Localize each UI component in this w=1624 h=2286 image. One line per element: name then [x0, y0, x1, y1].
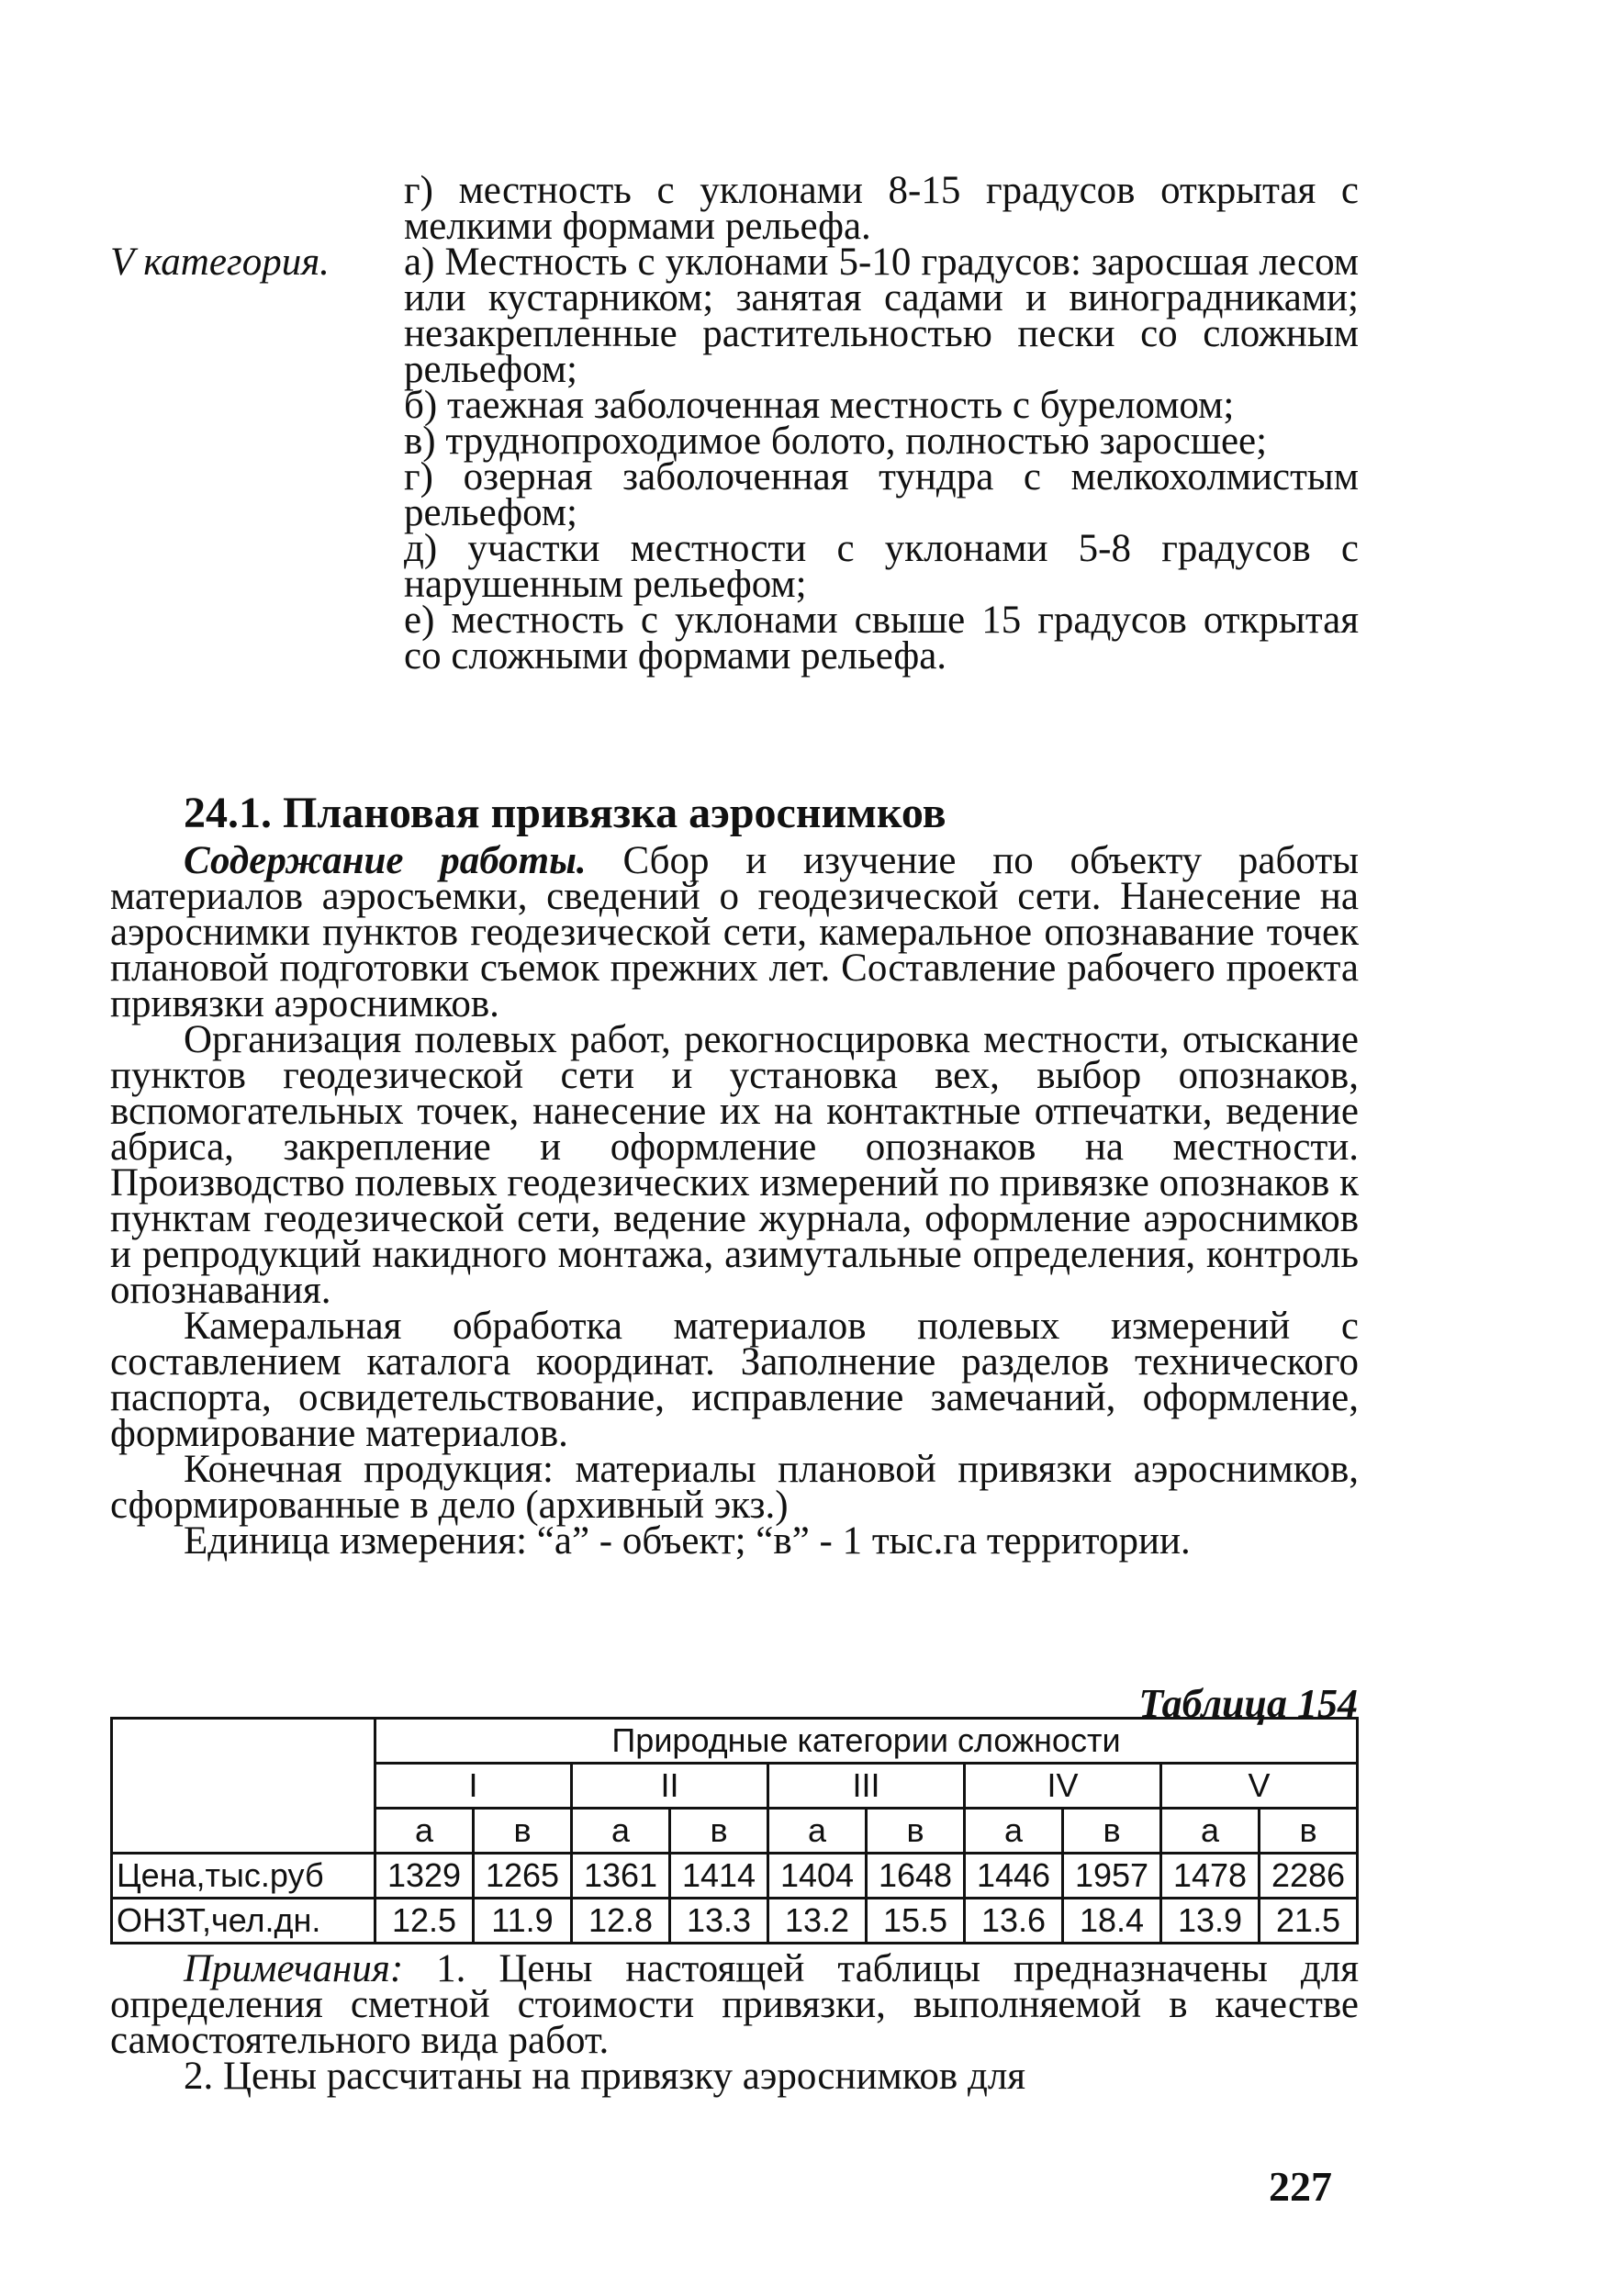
content-paragraph — [110, 839, 1360, 1025]
subheader-cell: а — [768, 1809, 867, 1854]
labor-cell: 12.5 — [375, 1899, 474, 1944]
product-paragraph: Конечная продукция: материалы плановой привязки аэроснимков, сформированные в дело (архивный экз.) — [110, 1448, 1359, 1527]
subheader-cell: а — [965, 1809, 1063, 1854]
category-v-row — [110, 241, 1359, 678]
table-header-row — [112, 1719, 1358, 1764]
page-number: 227 — [1269, 2163, 1332, 2210]
subheader-cell: в — [867, 1809, 965, 1854]
price-table — [110, 1717, 1359, 1944]
content-lead: Содержание работы. — [184, 839, 587, 882]
price-cell: 1404 — [768, 1854, 867, 1899]
notes-lead: Примечания: — [184, 1947, 404, 1990]
table-caption: Таблица 154 — [1138, 1681, 1358, 1726]
labor-cell: 15.5 — [867, 1899, 965, 1944]
category-header: II — [572, 1764, 768, 1809]
note-1-text: 1. Цены настоящей таблицы предназначены для определения сметной стоимости привязки, выполняемой в качестве самостоятельного вида работ. — [110, 1947, 1359, 2062]
price-cell: 1329 — [375, 1854, 474, 1899]
category-item: в) труднопроходимое болото, полностью заросшее; — [404, 420, 1268, 463]
note-2: 2. Цены рассчитаны на привязку аэроснимков для — [184, 2055, 1026, 2098]
labor-cell: 11.9 — [474, 1899, 572, 1944]
price-cell: 1648 — [867, 1854, 965, 1899]
price-cell: 1414 — [670, 1854, 768, 1899]
notes-block — [110, 1947, 1359, 2098]
content-text: Сбор и изучение по объекту работы материалов аэросъемки, сведений о геодезической сети. Нанесение на аэроснимки пунктов геодезической сети, камеральное опознавание точек плановой подготовки съемок прежних лет. Составление рабочего проекта привязки аэроснимков. — [110, 839, 1360, 1025]
category-header: III — [768, 1764, 965, 1809]
labor-cell: 13.2 — [768, 1899, 867, 1944]
category-header: I — [375, 1764, 572, 1809]
subheader-cell: в — [1063, 1809, 1161, 1854]
labor-cell: 13.3 — [670, 1899, 768, 1944]
price-cell: 1265 — [474, 1854, 572, 1899]
organization-paragraph: Организация полевых работ, рекогносцировка местности, отыскание пунктов геодезической сети и установка вех, выбор опознаков, вспомогательных точек, нанесение их на контактные отпечатки, ведение абриса, закрепление и оформление опознаков на местности. Производство полевых геодезических измерений по привязке опознаков к пунктам геодезической сети, ведение журнала, оформление аэроснимков и репродукций накидного монтажа, азимутальные определения, контроль опознавания. — [110, 1018, 1359, 1312]
category-prev-row — [110, 169, 1359, 248]
category-block — [110, 169, 1359, 678]
subheader-cell: а — [375, 1809, 474, 1854]
price-cell: 2286 — [1260, 1854, 1358, 1899]
labor-cell: 21.5 — [1260, 1899, 1358, 1944]
subheader-cell: в — [670, 1809, 768, 1854]
labor-cell: 18.4 — [1063, 1899, 1161, 1944]
unit-paragraph: Единица измерения: “а” - объект; “в” - 1 тыс.га территории. — [184, 1519, 1191, 1563]
price-cell: 1361 — [572, 1854, 670, 1899]
category-item: а) Местность с уклонами 5-10 градусов: заросшая лесом или кустарником; занятая садами и виноградниками; незакрепленные растительностью пески со сложным рельефом; — [404, 241, 1359, 391]
labor-cell: 13.9 — [1161, 1899, 1260, 1944]
category-label: V категория. — [110, 241, 330, 284]
group-header: Природные категории сложности — [375, 1719, 1358, 1764]
processing-paragraph: Камеральная обработка материалов полевых измерений с составлением каталога координат. Заполнение разделов технического паспорта, освидетельствование, исправление замечаний, оформление, формирование материалов. — [110, 1305, 1359, 1455]
row-label: ОНЗТ,чел.дн. — [112, 1899, 375, 1944]
subheader-cell: в — [1260, 1809, 1358, 1854]
table-row — [112, 1899, 1358, 1944]
category-header: V — [1161, 1764, 1358, 1809]
category-items — [404, 241, 1359, 678]
section-body — [110, 839, 1360, 1563]
table-corner-cell — [112, 1719, 375, 1854]
price-cell: 1446 — [965, 1854, 1063, 1899]
row-label: Цена,тыс.руб — [112, 1854, 375, 1899]
table-row — [112, 1854, 1358, 1899]
category-label-empty — [110, 173, 404, 244]
section-heading: 24.1. Плановая привязка аэроснимков — [184, 789, 946, 837]
category-prev-item: г) местность с уклонами 8-15 градусов открытая с мелкими формами рельефа. — [404, 169, 1359, 248]
category-item: б) таежная заболоченная местность с буреломом; — [404, 384, 1235, 427]
price-cell: 1957 — [1063, 1854, 1161, 1899]
subheader-cell: в — [474, 1809, 572, 1854]
labor-cell: 13.6 — [965, 1899, 1063, 1944]
labor-cell: 12.8 — [572, 1899, 670, 1944]
category-header: IV — [965, 1764, 1161, 1809]
subheader-cell: а — [572, 1809, 670, 1854]
category-item: г) озерная заболоченная тундра с мелкохолмистым рельефом; — [404, 455, 1359, 534]
category-item: д) участки местности с уклонами 5-8 градусов с нарушенным рельефом; — [404, 527, 1359, 606]
price-cell: 1478 — [1161, 1854, 1260, 1899]
note-1 — [110, 1947, 1359, 2062]
subheader-cell: а — [1161, 1809, 1260, 1854]
category-item: е) местность с уклонами свыше 15 градусов открытая со сложными формами рельефа. — [404, 599, 1359, 678]
